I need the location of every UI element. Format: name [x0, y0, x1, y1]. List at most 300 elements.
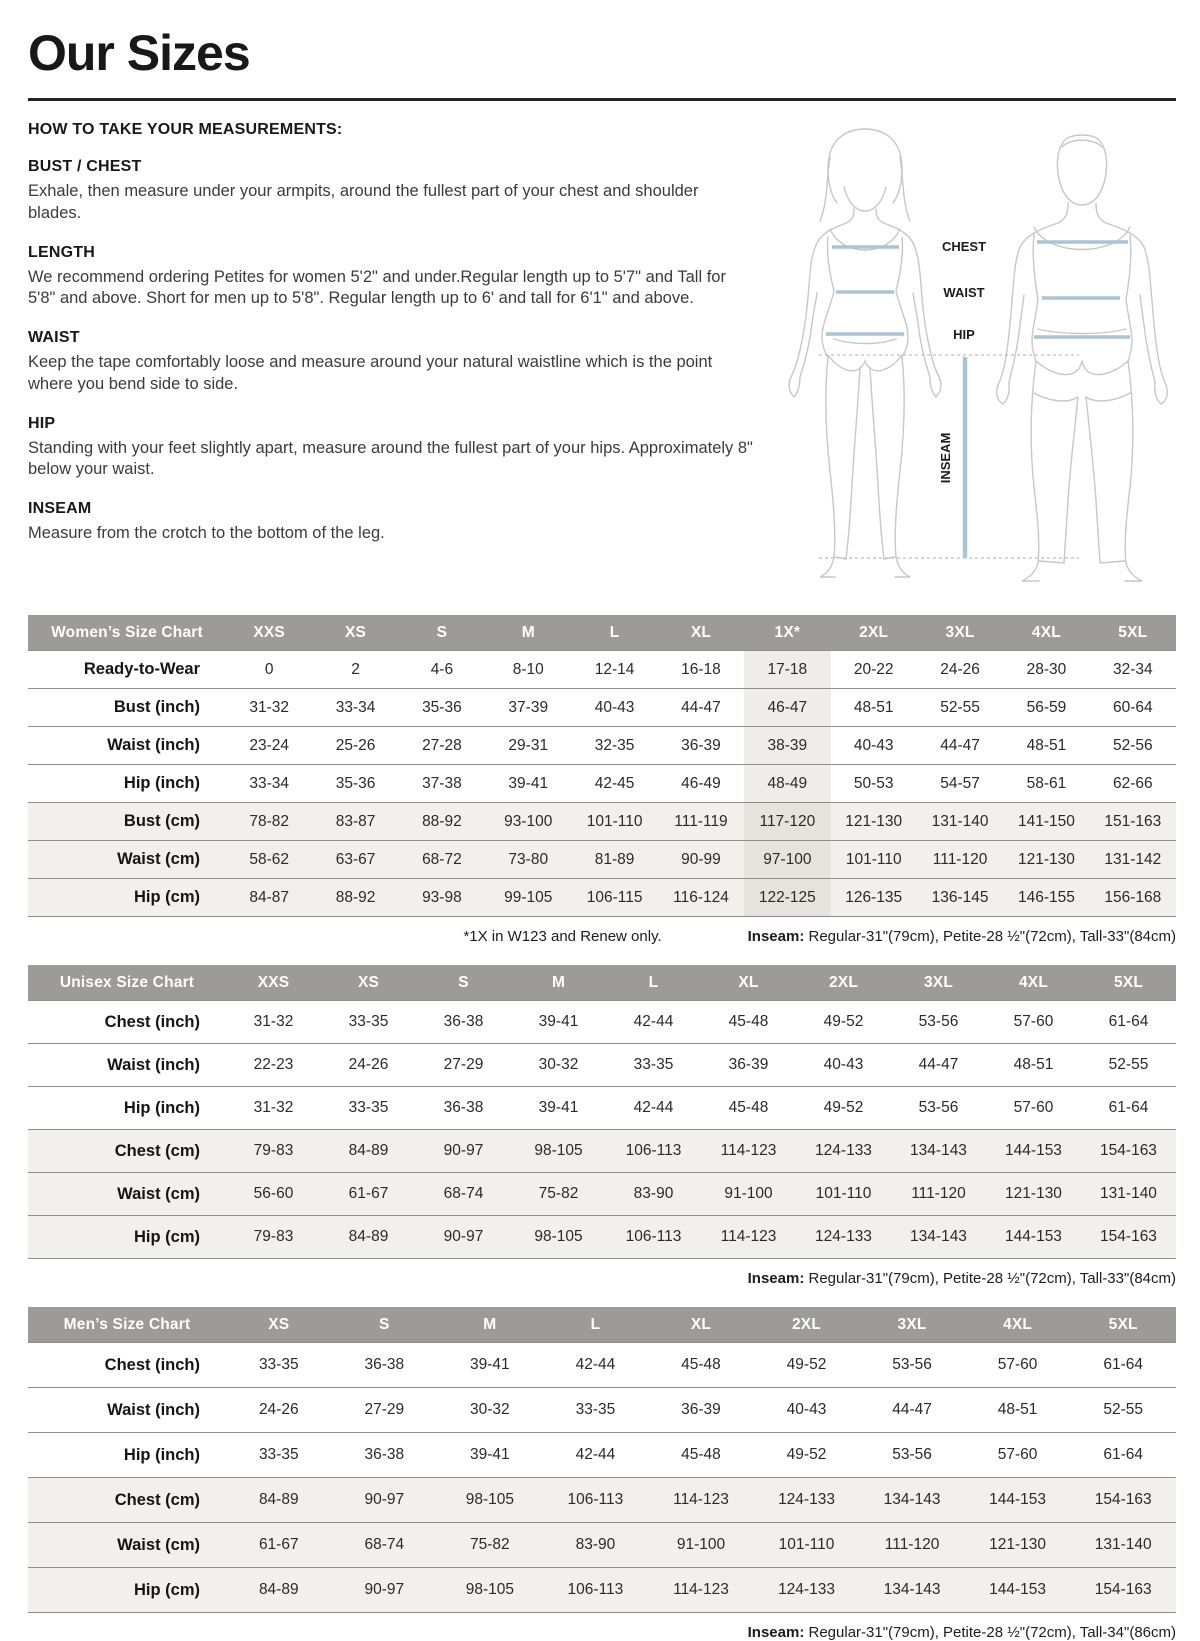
column-header-xl: XL: [701, 965, 796, 1001]
table-cell: 124-133: [754, 1568, 860, 1613]
table-cell: 90-97: [332, 1568, 438, 1613]
table-cell: 54-57: [917, 765, 1003, 803]
man-outline: [997, 135, 1167, 581]
table-cell: 8-10: [485, 651, 571, 689]
header-row: [28, 965, 1176, 1001]
title-divider: [28, 98, 1176, 101]
table-row: [28, 727, 1176, 765]
column-header-xl: XL: [648, 1307, 754, 1343]
table-cell: 90-97: [416, 1130, 511, 1173]
table-cell: 40-43: [831, 727, 917, 765]
table-cell: 111-120: [859, 1523, 965, 1568]
table-cell: 73-80: [485, 841, 571, 879]
table-cell: 44-47: [658, 689, 744, 727]
table-cell: 121-130: [965, 1523, 1071, 1568]
table-cell: 37-39: [485, 689, 571, 727]
footnote-inseam-text: Regular-31"(79cm), Petite-28 ½"(72cm), Tall-33"(84cm): [804, 1270, 1176, 1287]
footnote-inseam-label: Inseam:: [747, 1270, 805, 1287]
table-cell: 68-72: [399, 841, 485, 879]
table-cell: 33-35: [226, 1343, 332, 1388]
instruction-bust-chest: [28, 158, 756, 225]
table-cell: 49-52: [754, 1433, 860, 1478]
table-cell: 29-31: [485, 727, 571, 765]
table-cell: 124-133: [796, 1216, 891, 1259]
column-header-s: S: [416, 965, 511, 1001]
table-cell: 40-43: [796, 1044, 891, 1087]
header-row: [28, 1307, 1176, 1343]
section-body: Measure from the crotch to the bottom of the leg.: [28, 524, 385, 543]
table-footnotes: [28, 928, 1176, 945]
table-cell: 91-100: [648, 1523, 754, 1568]
column-header-5xl: 5XL: [1090, 615, 1176, 651]
table-footnotes: [28, 1270, 1176, 1287]
table-header: [28, 1307, 1176, 1343]
table-cell: 61-64: [1070, 1343, 1176, 1388]
table-cell: 23-24: [226, 727, 312, 765]
table-cell: 78-82: [226, 803, 312, 841]
column-header-m: M: [437, 1307, 543, 1343]
table-cell: 111-120: [917, 841, 1003, 879]
table-cell: 33-35: [543, 1388, 649, 1433]
footnote-inseam: [748, 1624, 1176, 1641]
table-cell: 53-56: [859, 1343, 965, 1388]
table-cell: 144-153: [986, 1130, 1081, 1173]
table-cell: 154-163: [1081, 1216, 1176, 1259]
table-cell: 50-53: [831, 765, 917, 803]
table-cell: 36-38: [416, 1001, 511, 1044]
table-cell: 53-56: [891, 1001, 986, 1044]
table-header: [28, 965, 1176, 1001]
table-cell: 33-35: [226, 1433, 332, 1478]
table-cell: 52-55: [1070, 1388, 1176, 1433]
table-cell: 61-67: [226, 1523, 332, 1568]
section-title: BUST / CHEST: [28, 158, 142, 175]
table-cell: 134-143: [891, 1216, 986, 1259]
table-cell: 97-100: [744, 841, 830, 879]
row-label: Ready-to-Wear: [28, 651, 226, 689]
table-title: Unisex Size Chart: [28, 965, 226, 1001]
table-cell: 57-60: [986, 1001, 1081, 1044]
row-label: Waist (inch): [28, 1044, 226, 1087]
table-cell: 37-38: [399, 765, 485, 803]
unisex-size-table: [28, 965, 1176, 1259]
table-cell: 134-143: [891, 1130, 986, 1173]
column-header-2xl: 2XL: [796, 965, 891, 1001]
table-cell: 39-41: [485, 765, 571, 803]
table-cell: 84-89: [321, 1216, 416, 1259]
table-cell: 98-105: [437, 1568, 543, 1613]
table-cell: 60-64: [1090, 689, 1176, 727]
table-cell: 106-113: [543, 1478, 649, 1523]
table-cell: 44-47: [917, 727, 1003, 765]
table-header: [28, 615, 1176, 651]
table-cell: 62-66: [1090, 765, 1176, 803]
table-cell: 25-26: [312, 727, 398, 765]
row-label: Chest (inch): [28, 1001, 226, 1044]
table-cell: 121-130: [986, 1173, 1081, 1216]
table-cell: 45-48: [648, 1343, 754, 1388]
table-cell: 124-133: [796, 1130, 891, 1173]
table-cell: 121-130: [1003, 841, 1089, 879]
table-cell: 28-30: [1003, 651, 1089, 689]
table-cell: 63-67: [312, 841, 398, 879]
table-cell: 24-26: [917, 651, 1003, 689]
table-cell: 17-18: [744, 651, 830, 689]
table-cell: 33-35: [321, 1001, 416, 1044]
table-cell: 36-39: [648, 1388, 754, 1433]
section-body: Keep the tape comfortably loose and measure around your natural waistline which is the point where you bend side to side.: [28, 353, 713, 393]
table-cell: 20-22: [831, 651, 917, 689]
table-cell: 24-26: [321, 1044, 416, 1087]
footnote-inseam-text: Regular-31"(79cm), Petite-28 ½"(72cm), Tall-33"(84cm): [804, 928, 1176, 945]
table-cell: 56-59: [1003, 689, 1089, 727]
table-cell: 39-41: [437, 1343, 543, 1388]
table-cell: 49-52: [796, 1087, 891, 1130]
footnote-inseam-text: Regular-31"(79cm), Petite-28 ½"(72cm), Tall-34"(86cm): [804, 1624, 1176, 1641]
column-header-2xl: 2XL: [831, 615, 917, 651]
table-cell: 12-14: [571, 651, 657, 689]
column-header-xxs: XXS: [226, 615, 312, 651]
inseam-label: INSEAM: [938, 432, 953, 484]
row-label: Hip (inch): [28, 1087, 226, 1130]
table-cell: 90-97: [332, 1478, 438, 1523]
table-row: [28, 1343, 1176, 1388]
body-outline-figure: [772, 105, 1176, 589]
table-cell: 61-64: [1081, 1087, 1176, 1130]
table-cell: 111-120: [891, 1173, 986, 1216]
table-row: [28, 803, 1176, 841]
table-cell: 31-32: [226, 689, 312, 727]
table-cell: 61-64: [1070, 1433, 1176, 1478]
size-chart-men: [28, 1307, 1176, 1641]
table-cell: 68-74: [332, 1523, 438, 1568]
table-cell: 83-90: [543, 1523, 649, 1568]
column-header-s: S: [332, 1307, 438, 1343]
table-cell: 101-110: [796, 1173, 891, 1216]
table-row: [28, 1433, 1176, 1478]
column-header-4xl: 4XL: [1003, 615, 1089, 651]
table-cell: 42-44: [543, 1433, 649, 1478]
table-title: Men’s Size Chart: [28, 1307, 226, 1343]
table-row: [28, 879, 1176, 917]
table-cell: 42-44: [606, 1001, 701, 1044]
column-header-5xl: 5XL: [1081, 965, 1176, 1001]
table-cell: 42-44: [543, 1343, 649, 1388]
table-cell: 101-110: [754, 1523, 860, 1568]
table-cell: 27-28: [399, 727, 485, 765]
table-cell: 93-100: [485, 803, 571, 841]
table-cell: 30-32: [437, 1388, 543, 1433]
instructions-heading: HOW TO TAKE YOUR MEASUREMENTS:: [28, 121, 343, 138]
instruction-hip: [28, 415, 756, 482]
table-cell: 61-67: [321, 1173, 416, 1216]
row-label: Waist (inch): [28, 1388, 226, 1433]
table-cell: 30-32: [511, 1044, 606, 1087]
table-cell: 88-92: [399, 803, 485, 841]
table-cell: 111-119: [658, 803, 744, 841]
table-cell: 36-38: [332, 1433, 438, 1478]
table-cell: 49-52: [754, 1343, 860, 1388]
table-cell: 75-82: [437, 1523, 543, 1568]
table-row: [28, 841, 1176, 879]
table-cell: 32-34: [1090, 651, 1176, 689]
table-cell: 93-98: [399, 879, 485, 917]
table-cell: 98-105: [511, 1216, 606, 1259]
column-header-m: M: [511, 965, 606, 1001]
table-cell: 79-83: [226, 1216, 321, 1259]
table-cell: 45-48: [648, 1433, 754, 1478]
page-title: Our Sizes: [28, 25, 250, 81]
table-body: [28, 1001, 1176, 1259]
table-cell: 53-56: [859, 1433, 965, 1478]
table-row: [28, 689, 1176, 727]
table-cell: 90-99: [658, 841, 744, 879]
table-cell: 84-89: [226, 1568, 332, 1613]
table-cell: 52-55: [917, 689, 1003, 727]
table-cell: 144-153: [965, 1478, 1071, 1523]
size-chart-women: [28, 615, 1176, 945]
table-cell: 154-163: [1081, 1130, 1176, 1173]
table-cell: 79-83: [226, 1130, 321, 1173]
table-cell: 33-34: [312, 689, 398, 727]
column-header-l: L: [543, 1307, 649, 1343]
table-cell: 75-82: [511, 1173, 606, 1216]
table-cell: 36-38: [332, 1343, 438, 1388]
table-cell: 52-56: [1090, 727, 1176, 765]
table-cell: 117-120: [744, 803, 830, 841]
table-cell: 33-34: [226, 765, 312, 803]
waist-label: WAIST: [943, 285, 985, 300]
row-label: Hip (cm): [28, 1568, 226, 1613]
table-cell: 48-51: [831, 689, 917, 727]
hip-label: HIP: [953, 327, 975, 342]
table-cell: 68-74: [416, 1173, 511, 1216]
table-row: [28, 1523, 1176, 1568]
woman-outline: [789, 129, 941, 577]
table-cell: 151-163: [1090, 803, 1176, 841]
table-cell: 52-55: [1081, 1044, 1176, 1087]
table-cell: 84-87: [226, 879, 312, 917]
table-cell: 39-41: [511, 1087, 606, 1130]
table-cell: 141-150: [1003, 803, 1089, 841]
table-cell: 31-32: [226, 1087, 321, 1130]
row-label: Waist (inch): [28, 727, 226, 765]
column-header-xs: XS: [321, 965, 416, 1001]
table-cell: 39-41: [437, 1433, 543, 1478]
row-label: Waist (cm): [28, 1173, 226, 1216]
table-cell: 39-41: [511, 1001, 606, 1044]
column-header-2xl: 2XL: [754, 1307, 860, 1343]
table-cell: 48-51: [965, 1388, 1071, 1433]
row-label: Bust (cm): [28, 803, 226, 841]
table-cell: 124-133: [754, 1478, 860, 1523]
column-header-3xl: 3XL: [917, 615, 1003, 651]
table-body: [28, 651, 1176, 917]
table-cell: 24-26: [226, 1388, 332, 1433]
section-body: We recommend ordering Petites for women 5'2" and under.Regular length up to 5'7" and Tall for 5'8" and above. Short for men up to 5'8". Regular length up to 6' and tall for 6'1" and above.: [28, 267, 726, 308]
table-cell: 134-143: [859, 1478, 965, 1523]
intro-section: [28, 105, 1176, 597]
table-row: [28, 1388, 1176, 1433]
table-cell: 16-18: [658, 651, 744, 689]
table-cell: 83-87: [312, 803, 398, 841]
footnote-inseam-label: Inseam:: [747, 1624, 805, 1641]
table-cell: 134-143: [859, 1568, 965, 1613]
table-cell: 156-168: [1090, 879, 1176, 917]
footnote-asterisk: *1X in W123 and Renew only.: [463, 928, 662, 945]
table-cell: 154-163: [1070, 1478, 1176, 1523]
column-header-3xl: 3XL: [891, 965, 986, 1001]
table-cell: 81-89: [571, 841, 657, 879]
size-tables: [28, 615, 1176, 1641]
table-cell: 38-39: [744, 727, 830, 765]
table-row: [28, 1044, 1176, 1087]
table-cell: 46-49: [658, 765, 744, 803]
row-label: Hip (inch): [28, 1433, 226, 1478]
table-cell: 46-47: [744, 689, 830, 727]
table-cell: 48-51: [986, 1044, 1081, 1087]
table-cell: 83-90: [606, 1173, 701, 1216]
footnote-inseam: [748, 928, 1176, 945]
table-cell: 84-89: [226, 1478, 332, 1523]
table-cell: 116-124: [658, 879, 744, 917]
table-cell: 31-32: [226, 1001, 321, 1044]
section-title: INSEAM: [28, 500, 92, 518]
table-cell: 33-35: [606, 1044, 701, 1087]
table-cell: 48-49: [744, 765, 830, 803]
row-label: Chest (inch): [28, 1343, 226, 1388]
table-cell: 40-43: [571, 689, 657, 727]
measurement-diagram: [772, 105, 1176, 589]
table-cell: 131-140: [1070, 1523, 1176, 1568]
table-cell: 98-105: [437, 1478, 543, 1523]
table-cell: 106-113: [606, 1130, 701, 1173]
table-cell: 131-140: [1081, 1173, 1176, 1216]
table-cell: 44-47: [891, 1044, 986, 1087]
table-cell: 121-130: [831, 803, 917, 841]
table-row: [28, 651, 1176, 689]
table-cell: 61-64: [1081, 1001, 1176, 1044]
table-cell: 27-29: [332, 1388, 438, 1433]
women-size-table: [28, 615, 1176, 917]
column-header-s: S: [399, 615, 485, 651]
table-cell: 48-51: [1003, 727, 1089, 765]
section-title: LENGTH: [28, 243, 95, 261]
section-title: HIP: [28, 414, 56, 432]
table-cell: 44-47: [859, 1388, 965, 1433]
column-header-l: L: [606, 965, 701, 1001]
instruction-waist: [28, 329, 756, 396]
table-cell: 0: [226, 651, 312, 689]
column-header-xxs: XXS: [226, 965, 321, 1001]
chest-label: CHEST: [941, 239, 987, 254]
table-cell: 90-97: [416, 1216, 511, 1259]
section-title: WAIST: [28, 329, 80, 347]
table-cell: 36-38: [416, 1087, 511, 1130]
table-cell: 122-125: [744, 879, 830, 917]
table-cell: 58-62: [226, 841, 312, 879]
table-cell: 36-39: [658, 727, 744, 765]
table-cell: 114-123: [648, 1478, 754, 1523]
table-cell: 131-140: [917, 803, 1003, 841]
column-header-xs: XS: [312, 615, 398, 651]
men-size-table: [28, 1307, 1176, 1613]
table-cell: 35-36: [312, 765, 398, 803]
table-cell: 144-153: [965, 1568, 1071, 1613]
footnote-inseam-label: Inseam:: [747, 928, 805, 945]
table-cell: 114-123: [701, 1216, 796, 1259]
table-row: [28, 1216, 1176, 1259]
table-cell: 106-113: [606, 1216, 701, 1259]
table-cell: 4-6: [399, 651, 485, 689]
column-header-m: M: [485, 615, 571, 651]
measurement-instructions: [28, 105, 756, 597]
table-cell: 58-61: [1003, 765, 1089, 803]
column-header-5xl: 5XL: [1070, 1307, 1176, 1343]
table-cell: 154-163: [1070, 1568, 1176, 1613]
table-cell: 84-89: [321, 1130, 416, 1173]
table-cell: 101-110: [831, 841, 917, 879]
row-label: Hip (cm): [28, 879, 226, 917]
column-header-4xl: 4XL: [965, 1307, 1071, 1343]
instruction-length: [28, 244, 756, 311]
column-header-4xl: 4XL: [986, 965, 1081, 1001]
table-row: [28, 1087, 1176, 1130]
row-label: Hip (inch): [28, 765, 226, 803]
column-header-xl: XL: [658, 615, 744, 651]
section-body: Exhale, then measure under your armpits, around the fullest part of your chest and shoulder blades.: [28, 182, 699, 222]
table-cell: 57-60: [986, 1087, 1081, 1130]
section-body: Standing with your feet slightly apart, measure around the fullest part of your hips. Approximately 8" below your waist.: [28, 438, 753, 479]
table-title: Women’s Size Chart: [28, 615, 226, 651]
size-chart-unisex: [28, 965, 1176, 1287]
table-cell: 146-155: [1003, 879, 1089, 917]
table-cell: 99-105: [485, 879, 571, 917]
table-cell: 57-60: [965, 1433, 1071, 1478]
table-cell: 114-123: [701, 1130, 796, 1173]
column-header-1x: 1X*: [744, 615, 830, 651]
table-cell: 144-153: [986, 1216, 1081, 1259]
table-cell: 27-29: [416, 1044, 511, 1087]
column-header-xs: XS: [226, 1307, 332, 1343]
row-label: Bust (inch): [28, 689, 226, 727]
table-cell: 22-23: [226, 1044, 321, 1087]
table-body: [28, 1343, 1176, 1613]
row-label: Waist (cm): [28, 841, 226, 879]
table-cell: 36-39: [701, 1044, 796, 1087]
table-row: [28, 1568, 1176, 1613]
row-label: Hip (cm): [28, 1216, 226, 1259]
table-cell: 45-48: [701, 1087, 796, 1130]
row-label: Chest (cm): [28, 1130, 226, 1173]
size-guide-page: [28, 0, 1176, 1641]
table-cell: 42-45: [571, 765, 657, 803]
table-cell: 114-123: [648, 1568, 754, 1613]
instruction-inseam: [28, 500, 756, 545]
table-row: [28, 1001, 1176, 1044]
table-cell: 136-145: [917, 879, 1003, 917]
table-cell: 91-100: [701, 1173, 796, 1216]
table-row: [28, 1478, 1176, 1523]
table-cell: 35-36: [399, 689, 485, 727]
table-cell: 53-56: [891, 1087, 986, 1130]
table-cell: 33-35: [321, 1087, 416, 1130]
row-label: Waist (cm): [28, 1523, 226, 1568]
column-header-l: L: [571, 615, 657, 651]
footnote-inseam: [748, 1270, 1176, 1287]
table-cell: 126-135: [831, 879, 917, 917]
table-cell: 131-142: [1090, 841, 1176, 879]
